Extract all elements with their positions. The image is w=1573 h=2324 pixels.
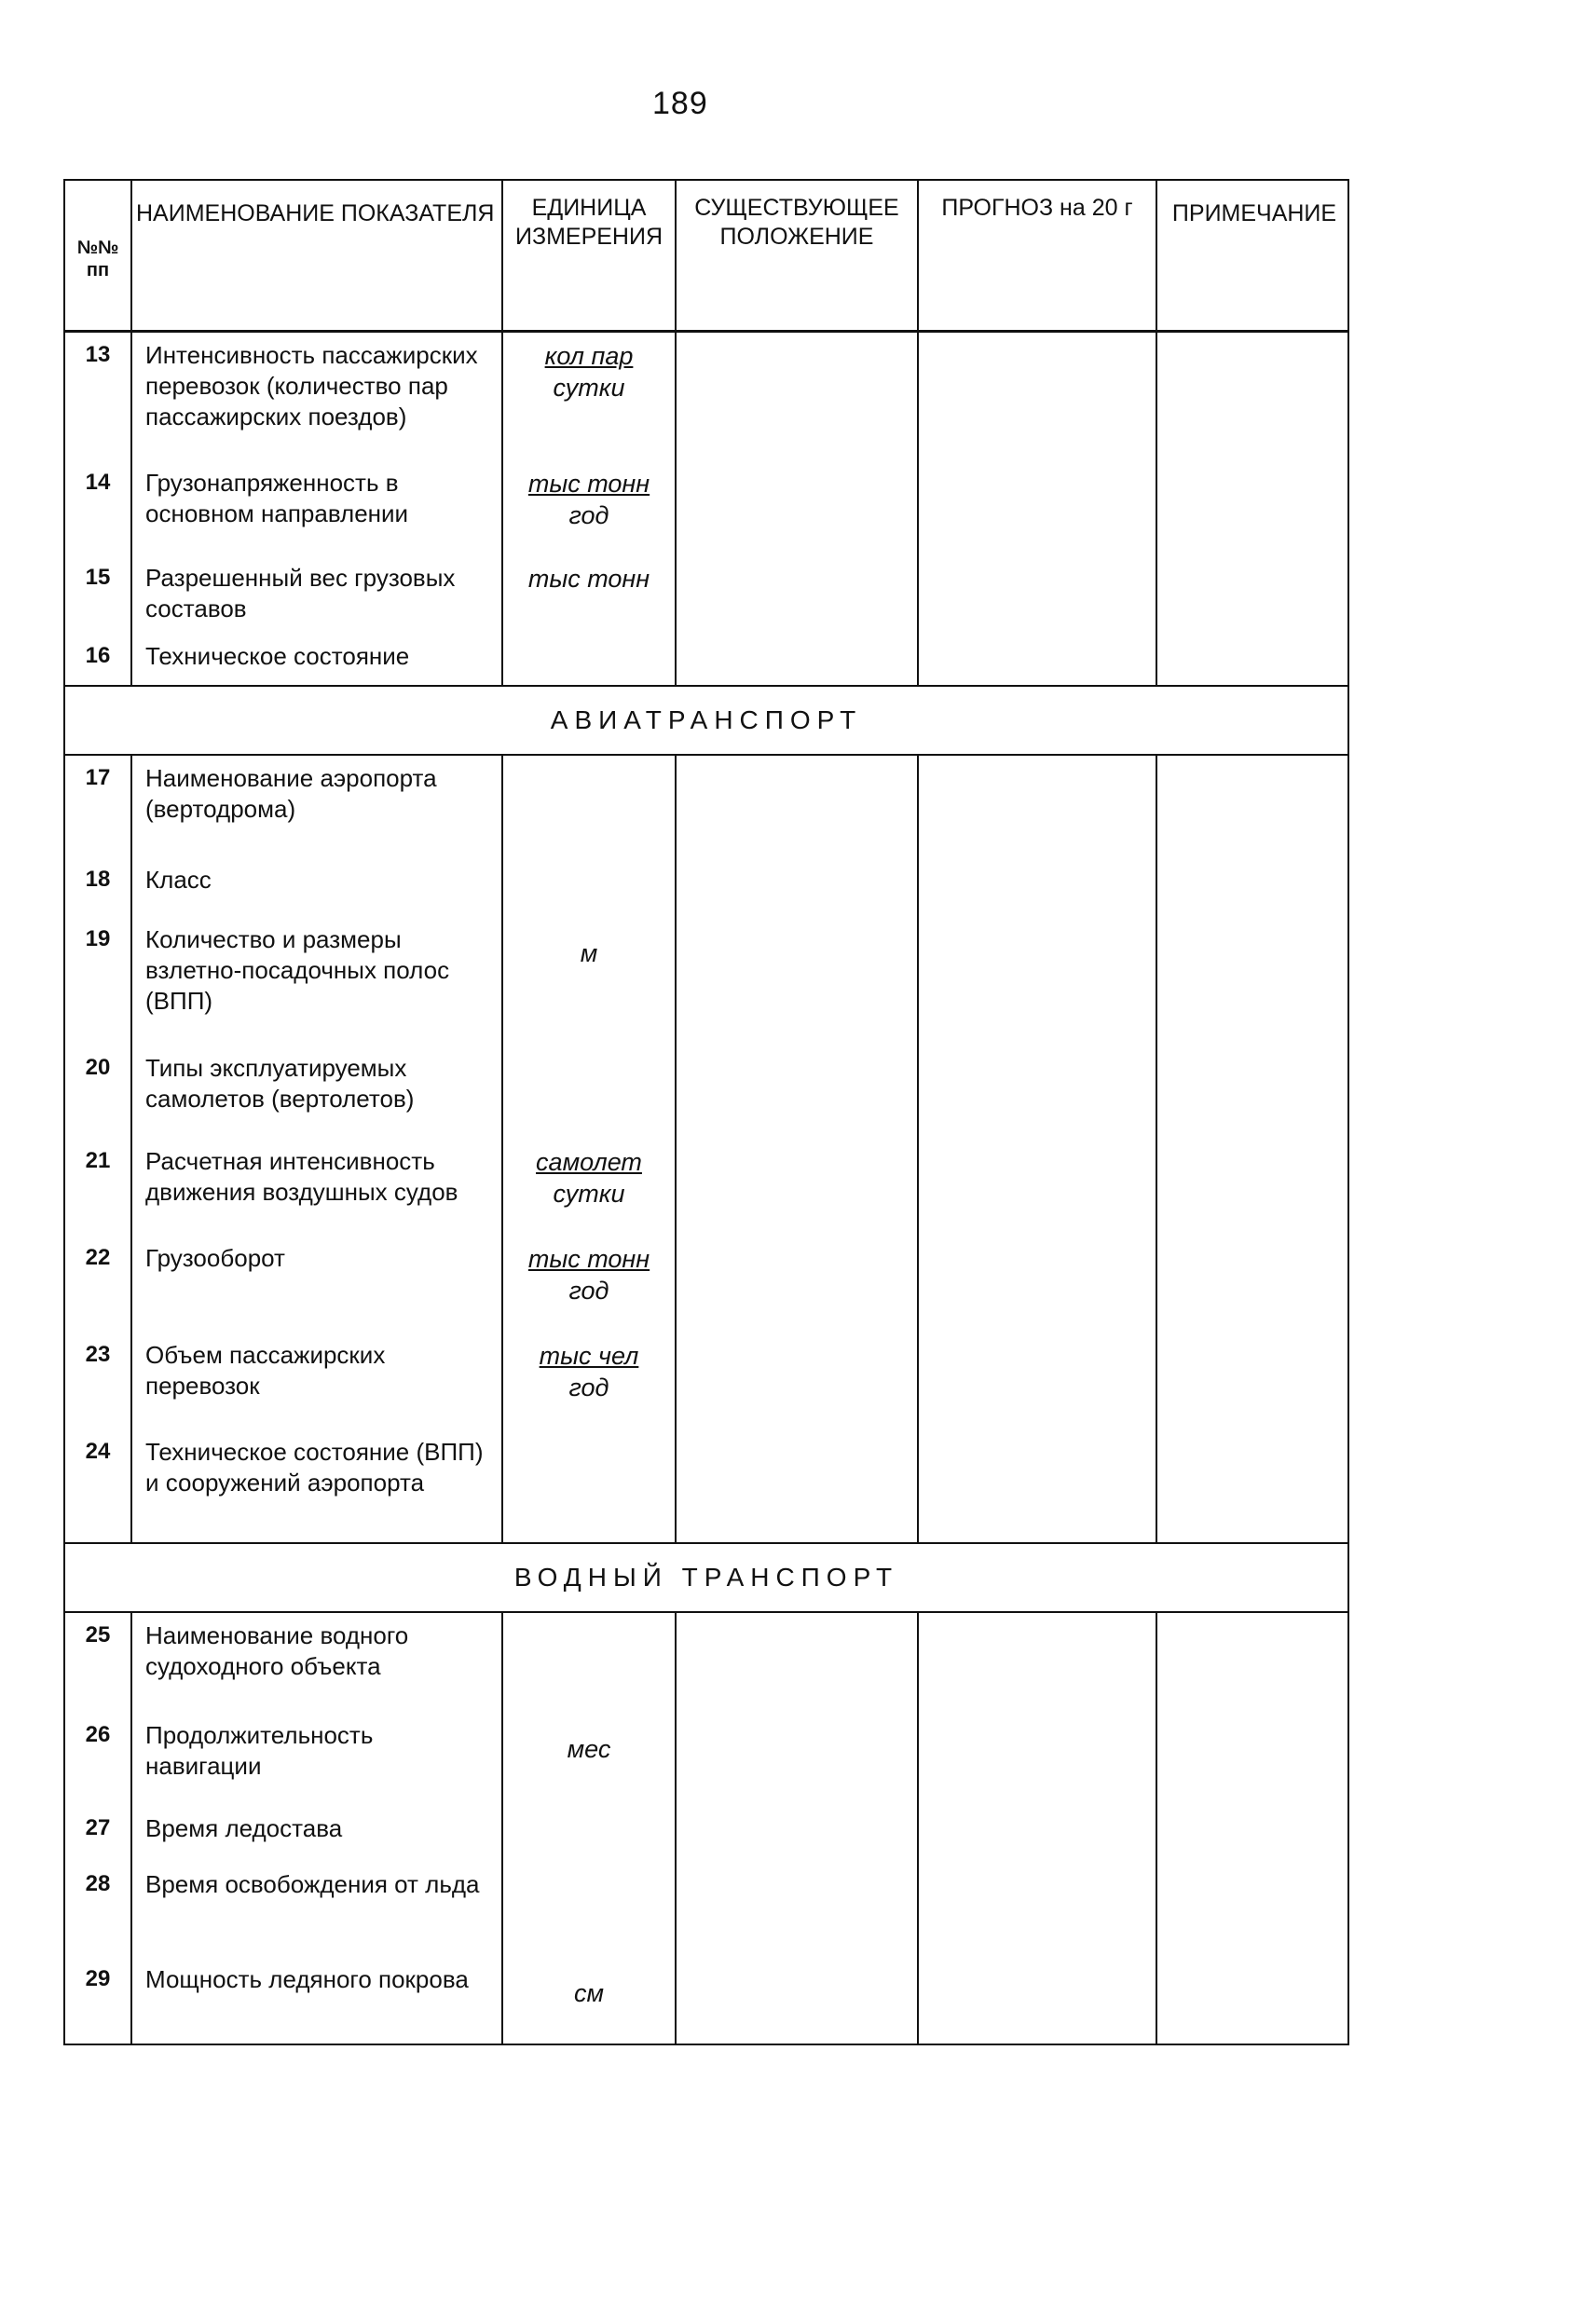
row-number: 16 xyxy=(64,634,131,686)
row-number: 17 xyxy=(64,755,131,857)
forecast-cell xyxy=(918,755,1156,857)
unit-cell xyxy=(502,857,676,917)
indicator-name: Наименование водного судоходного объекта xyxy=(131,1612,502,1713)
row-number: 24 xyxy=(64,1429,131,1543)
forecast-cell xyxy=(918,917,1156,1046)
note-cell xyxy=(1156,555,1348,634)
indicator-name: Расчетная интенсивность движения воздушных судов xyxy=(131,1139,502,1236)
existing-cell xyxy=(676,332,918,460)
forecast-cell xyxy=(918,1957,1156,2044)
indicators-table xyxy=(63,179,1349,2045)
forecast-cell xyxy=(918,1713,1156,1806)
unit-fraction xyxy=(545,340,634,403)
forecast-cell xyxy=(918,1333,1156,1429)
forecast-cell xyxy=(918,460,1156,555)
note-cell xyxy=(1156,1862,1348,1957)
unit-cell xyxy=(502,1862,676,1957)
note-cell xyxy=(1156,1713,1348,1806)
table-row xyxy=(64,1046,1348,1139)
indicator-name: Время освобождения от льда xyxy=(131,1862,502,1957)
header-num: №№ пп xyxy=(64,180,131,332)
note-cell xyxy=(1156,1429,1348,1543)
note-cell xyxy=(1156,755,1348,857)
existing-cell xyxy=(676,1333,918,1429)
note-cell xyxy=(1156,1957,1348,2044)
unit-fraction xyxy=(528,468,650,531)
note-cell xyxy=(1156,1806,1348,1862)
unit-text: мес xyxy=(567,1734,611,1763)
table-row xyxy=(64,1957,1348,2044)
forecast-cell xyxy=(918,555,1156,634)
unit-numerator: тыс чел xyxy=(539,1341,639,1370)
forecast-cell xyxy=(918,1139,1156,1236)
existing-cell xyxy=(676,1713,918,1806)
section-title-air: АВИАТРАНСПОРТ xyxy=(64,686,1348,755)
row-number: 29 xyxy=(64,1957,131,2044)
forecast-cell xyxy=(918,1612,1156,1713)
existing-cell xyxy=(676,1429,918,1543)
row-number: 28 xyxy=(64,1862,131,1957)
unit-denominator: год xyxy=(568,1276,609,1305)
unit-cell xyxy=(502,1806,676,1862)
existing-cell xyxy=(676,555,918,634)
header-row xyxy=(64,180,1348,332)
unit-denominator: год xyxy=(568,1373,609,1401)
existing-cell xyxy=(676,1236,918,1333)
existing-cell xyxy=(676,634,918,686)
header-unit: ЕДИНИЦА ИЗМЕРЕНИЯ xyxy=(502,180,676,332)
table-row xyxy=(64,332,1348,460)
table-row xyxy=(64,460,1348,555)
table-row xyxy=(64,1806,1348,1862)
note-cell xyxy=(1156,1236,1348,1333)
unit-cell xyxy=(502,755,676,857)
indicator-name: Время ледостава xyxy=(131,1806,502,1862)
table-row xyxy=(64,857,1348,917)
table-row xyxy=(64,634,1348,686)
unit-cell xyxy=(502,555,676,634)
indicator-name: Объем пассажирских перевозок xyxy=(131,1333,502,1429)
table-row xyxy=(64,1333,1348,1429)
row-number: 22 xyxy=(64,1236,131,1333)
water-section xyxy=(64,1543,1348,1612)
unit-cell xyxy=(502,460,676,555)
row-number: 23 xyxy=(64,1333,131,1429)
table-row xyxy=(64,1139,1348,1236)
indicator-name: Класс xyxy=(131,857,502,917)
unit-denominator: год xyxy=(568,500,609,529)
unit-fraction xyxy=(540,1340,639,1403)
existing-cell xyxy=(676,1046,918,1139)
forecast-cell xyxy=(918,857,1156,917)
existing-cell xyxy=(676,1806,918,1862)
note-cell xyxy=(1156,460,1348,555)
forecast-cell xyxy=(918,1046,1156,1139)
indicator-name: Грузонапряженность в основном направлении xyxy=(131,460,502,555)
row-number: 26 xyxy=(64,1713,131,1806)
table-row xyxy=(64,1236,1348,1333)
existing-cell xyxy=(676,460,918,555)
row-number: 19 xyxy=(64,917,131,1046)
note-cell xyxy=(1156,1139,1348,1236)
unit-fraction xyxy=(536,1146,642,1210)
section-title-water: ВОДНЫЙ ТРАНСПОРТ xyxy=(64,1543,1348,1612)
unit-numerator: самолет xyxy=(536,1147,642,1176)
header-existing: СУЩЕСТВУЮЩЕЕ ПОЛОЖЕНИЕ xyxy=(676,180,918,332)
section-row xyxy=(64,686,1348,755)
unit-denominator: сутки xyxy=(553,374,625,402)
row-number: 25 xyxy=(64,1612,131,1713)
note-cell xyxy=(1156,1046,1348,1139)
unit-cell xyxy=(502,1236,676,1333)
indicator-name: Количество и размеры взлетно-посадочных полос (ВПП) xyxy=(131,917,502,1046)
header-forecast: ПРОГНОЗ на 20 г xyxy=(918,180,1156,332)
table-row xyxy=(64,1429,1348,1543)
unit-text: см xyxy=(573,1978,604,2007)
existing-cell xyxy=(676,1862,918,1957)
indicator-name: Грузооборот xyxy=(131,1236,502,1333)
unit-cell xyxy=(502,1713,676,1806)
page-number: 189 xyxy=(652,86,708,121)
forecast-cell xyxy=(918,332,1156,460)
unit-cell xyxy=(502,1139,676,1236)
rail-rows xyxy=(64,332,1348,686)
indicator-name: Техническое состояние xyxy=(131,634,502,686)
indicator-name: Типы эксплуатируемых самолетов (вертолетов) xyxy=(131,1046,502,1139)
row-number: 18 xyxy=(64,857,131,917)
table-row xyxy=(64,917,1348,1046)
air-rows xyxy=(64,755,1348,1543)
indicator-name: Продолжительность навигации xyxy=(131,1713,502,1806)
table-row xyxy=(64,1862,1348,1957)
note-cell xyxy=(1156,332,1348,460)
note-cell xyxy=(1156,917,1348,1046)
existing-cell xyxy=(676,755,918,857)
unit-numerator: тыс тонн xyxy=(527,1244,650,1273)
existing-cell xyxy=(676,1957,918,2044)
indicator-name: Разрешенный вес грузовых составов xyxy=(131,555,502,634)
unit-cell xyxy=(502,1046,676,1139)
unit-text: м xyxy=(580,938,598,967)
forecast-cell xyxy=(918,1429,1156,1543)
row-number: 21 xyxy=(64,1139,131,1236)
section-row xyxy=(64,1543,1348,1612)
unit-text: тыс тонн xyxy=(527,564,650,593)
unit-denominator: сутки xyxy=(553,1179,625,1208)
unit-numerator: кол пар xyxy=(544,342,634,370)
row-number: 13 xyxy=(64,332,131,460)
note-cell xyxy=(1156,1612,1348,1713)
indicator-name: Техническое состояние (ВПП) и сооружений аэропорта xyxy=(131,1429,502,1543)
existing-cell xyxy=(676,857,918,917)
unit-numerator: тыс тонн xyxy=(527,469,650,498)
existing-cell xyxy=(676,1612,918,1713)
air-section xyxy=(64,686,1348,755)
unit-cell xyxy=(502,1333,676,1429)
indicator-name: Мощность ледяного покрова xyxy=(131,1957,502,2044)
row-number: 27 xyxy=(64,1806,131,1862)
row-number: 14 xyxy=(64,460,131,555)
row-number: 15 xyxy=(64,555,131,634)
indicator-name: Интенсивность пассажирских перевозок (количество пар пассажирских поездов) xyxy=(131,332,502,460)
table-row xyxy=(64,1612,1348,1713)
row-number: 20 xyxy=(64,1046,131,1139)
table-row xyxy=(64,555,1348,634)
note-cell xyxy=(1156,1333,1348,1429)
header-note: ПРИМЕЧАНИЕ xyxy=(1156,180,1348,332)
forecast-cell xyxy=(918,634,1156,686)
unit-fraction xyxy=(528,1243,650,1306)
unit-cell xyxy=(502,917,676,1046)
unit-cell xyxy=(502,1612,676,1713)
table-row xyxy=(64,755,1348,857)
unit-cell xyxy=(502,634,676,686)
unit-cell xyxy=(502,332,676,460)
existing-cell xyxy=(676,1139,918,1236)
water-rows xyxy=(64,1612,1348,2044)
indicator-name: Наименование аэропорта (вертодрома) xyxy=(131,755,502,857)
header-name: НАИМЕНОВАНИЕ ПОКАЗАТЕЛЯ xyxy=(131,180,502,332)
note-cell xyxy=(1156,634,1348,686)
unit-cell xyxy=(502,1429,676,1543)
forecast-cell xyxy=(918,1806,1156,1862)
unit-cell xyxy=(502,1957,676,2044)
existing-cell xyxy=(676,917,918,1046)
forecast-cell xyxy=(918,1862,1156,1957)
table-row xyxy=(64,1713,1348,1806)
forecast-cell xyxy=(918,1236,1156,1333)
note-cell xyxy=(1156,857,1348,917)
